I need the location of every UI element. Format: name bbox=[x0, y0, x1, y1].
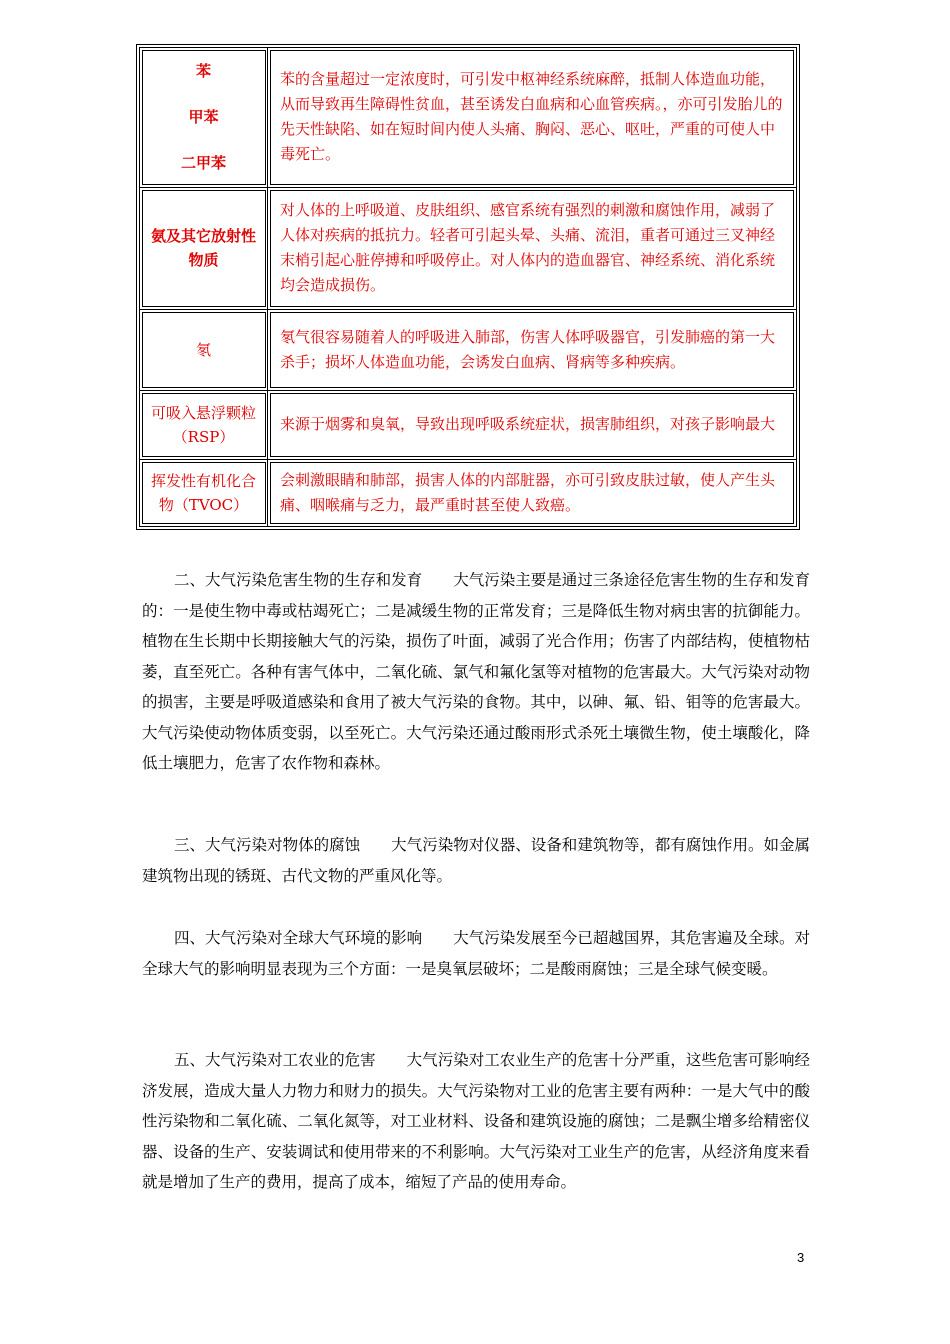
pollutant-effect: 会刺激眼睛和肺部，损害人体的内部脏器，亦可引致皮肤过敏，使人产生头痛、咽喉痛与乏力，最严重时甚至使人致癌。 bbox=[268, 460, 796, 526]
pollutant-name-cell bbox=[140, 48, 268, 187]
pollutant-effect: 苯的含量超过一定浓度时，可引发中枢神经系统麻醉，抵制人体造血功能，从而导致再生障碍性贫血，甚至诱发白血病和心血管疾病。，亦可引发胎儿的先天性缺陷、如在短时间内使人头痛、胸闷、恶心、呕吐，严重的可使人中毒死亡。 bbox=[268, 48, 796, 187]
pollutant-effect: 来源于烟雾和臭氧，导致出现呼吸系统症状，损害肺组织，对孩子影响最大 bbox=[268, 391, 796, 458]
pollutant-name: 氡 bbox=[195, 340, 211, 359]
table-row bbox=[140, 188, 796, 310]
table-row bbox=[140, 310, 796, 391]
page-number: 3 bbox=[797, 1250, 805, 1265]
paragraph-corrosion: 三、大气污染对物体的腐蚀 大气污染物对仪器、设备和建筑物等，都有腐蚀作用。如金属建筑物出现的锈斑、古代文物的严重风化等。 bbox=[142, 836, 810, 885]
pollutant-name: 甲苯 bbox=[188, 108, 219, 127]
table-row bbox=[140, 48, 796, 188]
pollutant-name: 氨及其它放射性物质 bbox=[150, 227, 256, 270]
pollutant-name-cell bbox=[140, 391, 268, 458]
pollutant-name-cell bbox=[140, 188, 268, 309]
pollutant-effect: 对人体的上呼吸道、皮肤组织、感官系统有强烈的刺激和腐蚀作用，减弱了人体对疾病的抵抗力。轻者可引起头晕、头痛、流泪，重者可通过三叉神经末梢引起心脏停搏和呼吸停止。对人体内的造血器官、神经系统、消化系统均会造成损伤。 bbox=[268, 188, 796, 309]
paragraph-biology: 二、大气污染危害生物的生存和发育 大气污染主要是通过三条途径危害生物的生存和发育的：一是使生物中毒或枯竭死亡；二是减缓生物的正常发育；三是降低生物对病虫害的抗御能力。植物在生长期中长期接触大气的污染，损伤了叶面，减弱了光合作用；伤害了内部结构，使植物枯萎，直至死亡。各种有害气体中，二氧化硫、氯气和氟化氢等对植物的危害最大。大气污染对动物的损害，主要是呼吸道感染和食用了被大气污染的食物。其中，以砷、氟、铅、钼等的危害最大。大气污染使动物体质变弱，以至死亡。大气污染还通过酸雨形式杀死土壤微生物，使土壤酸化，降低土壤肥力，危害了农作物和森林。 bbox=[142, 571, 810, 772]
paragraph-industry: 五、大气污染对工农业的危害 大气污染对工农业生产的危害十分严重，这些危害可影响经济发展，造成大量人力物力和财力的损失。大气污染物对工业的危害主要有两种：一是大气中的酸性污染物和二氧化硫、二氧化氮等，对工业材料、设备和建筑设施的腐蚀；二是飘尘增多给精密仪器、设备的生产、安装调试和使用带来的不利影响。大气污染对工业生产的危害，从经济角度来看就是增加了生产的费用，提高了成本，缩短了产品的使用寿命。 bbox=[142, 1051, 810, 1191]
pollutant-name-cell bbox=[140, 310, 268, 390]
pollutant-name: 挥发性有机化合物（TVOC） bbox=[150, 471, 256, 514]
pollutant-name: 可吸入悬浮颗粒（RSP） bbox=[150, 403, 256, 446]
table-row bbox=[140, 460, 796, 526]
pollutant-effect: 氡气很容易随着人的呼吸进入肺部，伤害人体呼吸器官，引发肺癌的第一大杀手；损坏人体造血功能，会诱发白血病、肾病等多种疾病。 bbox=[268, 310, 796, 390]
paragraph-global: 四、大气污染对全球大气环境的影响 大气污染发展至今已超越国界，其危害遍及全球。对全球大气的影响明显表现为三个方面：一是臭氧层破坏；二是酸雨腐蚀；三是全球气候变暖。 bbox=[142, 929, 810, 978]
table-row bbox=[140, 391, 796, 459]
pollutant-name: 苯 bbox=[195, 62, 211, 81]
pollutant-table bbox=[136, 44, 800, 530]
pollutant-name: 二甲苯 bbox=[180, 154, 226, 173]
pollutant-name-cell bbox=[140, 460, 268, 526]
